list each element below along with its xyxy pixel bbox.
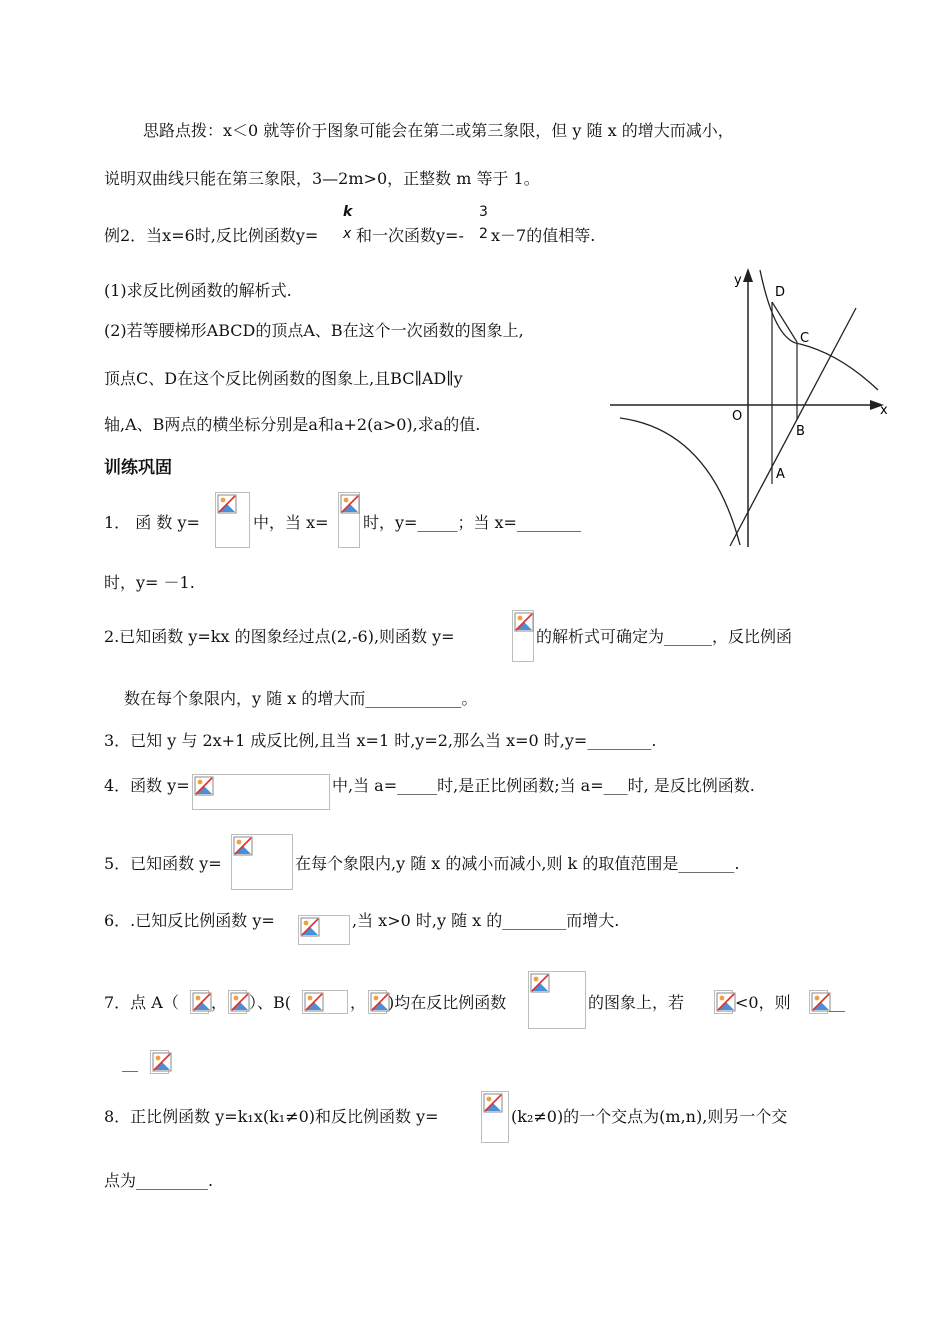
broken-image-icon [300,917,320,937]
formula-image-placeholder [215,492,250,548]
frac1-numerator: k [343,204,353,220]
exercise5-text-b: 在每个象限内,y 随 x 的减小而减小,则 k 的取值范围是_______. [295,854,740,873]
exercise4-text-a: 4．函数 y= [104,776,190,795]
formula-image-placeholder [150,1050,169,1074]
exercise2-text-c: 数在每个象限内，y 随 x 的增大而____________。 [124,689,478,708]
exercise1-text-a: 1． 函 数 y= [104,513,200,532]
exercise8-text-a: 8．正比例函数 y=k₁x(k₁≠0)和反比例函数 y= [104,1107,439,1126]
formula-image-placeholder [302,990,348,1014]
broken-image-icon [152,1052,172,1072]
hyperbola-branch-q3 [620,418,740,545]
broken-image-icon [811,992,831,1012]
exercise7-text-g: <0，则 [735,993,791,1012]
formula-image-placeholder [228,990,247,1014]
point-d-label: D [775,285,786,300]
broken-image-icon [370,992,390,1012]
exercise5-text-a: 5．已知函数 y= [104,854,222,873]
formula-image-placeholder [231,834,293,890]
y-axis-label: y [734,273,742,288]
exercise2-text-a: 2.已知函数 y=kx 的图象经过点(2,-6),则函数 y= [104,627,455,646]
broken-image-icon [304,992,324,1012]
function-graph [600,262,900,552]
formula-image-placeholder [714,990,733,1014]
exercise8-text-b: (k₂≠0)的一个交点为(m,n),则另一个交 [511,1107,788,1126]
exercise6-text-b: ,当 x>0 时,y 随 x 的________而增大. [352,911,620,930]
formula-image-placeholder [298,915,350,945]
origin-label: O [732,409,743,424]
broken-image-icon [230,992,250,1012]
exercise6-text-a: 6．.已知反比例函数 y= [104,911,275,930]
formula-image-placeholder [528,971,586,1029]
broken-image-icon [716,992,736,1012]
example2-q4: 轴,A、B两点的横坐标分别是a和a+2(a>0),求a的值. [104,415,481,434]
exercise7-text-d: ， [350,993,367,1012]
hint-line-2: 说明双曲线只能在第三象限，3—2m>0，正整数 m 等于 1。 [104,169,540,188]
linear-function-line [730,308,856,546]
formula-image-placeholder [190,990,209,1014]
broken-image-icon [217,494,237,514]
exercise7-text-e: )均在反比例函数 [388,993,507,1012]
broken-image-icon [233,836,253,856]
broken-image-icon [530,973,550,993]
frac2-denominator: 2 [479,226,488,242]
exercise1-text-d: 时，y= －1. [104,573,195,592]
formula-image-placeholder [368,990,387,1014]
exercise1-text-b: 中，当 x= [253,513,329,532]
frac1-denominator: x [343,226,352,242]
broken-image-icon [340,494,360,514]
point-c-label: C [800,331,810,346]
point-b-label: B [796,424,805,439]
y-axis-arrow-icon [743,268,753,282]
example2-stem-b: 和一次函数y=- [356,226,464,245]
exercise7-text-i: __ [122,1053,138,1072]
exercise7-text-a: 7．点 A（ [104,993,179,1012]
broken-image-icon [192,992,212,1012]
exercise1-text-c: 时，y=_____；当 x=________ [363,513,581,532]
exercise4-text-b: 中,当 a=_____时,是正比例函数;当 a=___时, 是反比例函数. [332,776,755,795]
formula-image-placeholder [338,492,360,548]
formula-image-placeholder [809,990,828,1014]
example2-stem-c: x－7的值相等. [491,226,596,245]
formula-image-placeholder [512,610,534,662]
x-axis-label: x [880,403,888,418]
hint-line-1: 思路点拨：x＜0 就等价于图象可能会在第二或第三象限，但 y 随 x 的增大而减小， [143,121,734,140]
exercise2-text-b: 的解析式可确定为______，反比例函 [536,627,793,646]
exercise7-text-h: __ [829,993,845,1012]
broken-image-icon [514,612,534,632]
exercise3-text: 3．已知 y 与 2x+1 成反比例,且当 x=1 时,y=2,那么当 x=0 时,y=________. [104,731,657,750]
example2-stem-a: 例2．当x=6时,反比例函数y= [104,226,319,245]
exercise7-text-b: ， [211,993,228,1012]
exercise7-text-f: 的图象上，若 [588,993,685,1012]
section-title: 训练巩固 [104,458,172,478]
broken-image-icon [194,776,214,796]
frac2-numerator: 3 [479,204,488,220]
broken-image-icon [483,1093,503,1113]
example2-q1: (1)求反比例函数的解析式. [104,281,292,300]
exercise8-text-c: 点为_________. [104,1171,214,1190]
exercise7-text-c: ）、B( [249,993,292,1012]
formula-image-placeholder [481,1091,509,1143]
example2-q2: (2)若等腰梯形ABCD的顶点A、B在这个一次函数的图象上, [104,321,524,340]
example2-q3: 顶点C、D在这个反比例函数的图象上,且BC∥AD∥y [104,369,463,388]
point-a-label: A [776,467,785,482]
formula-image-placeholder [192,774,330,810]
